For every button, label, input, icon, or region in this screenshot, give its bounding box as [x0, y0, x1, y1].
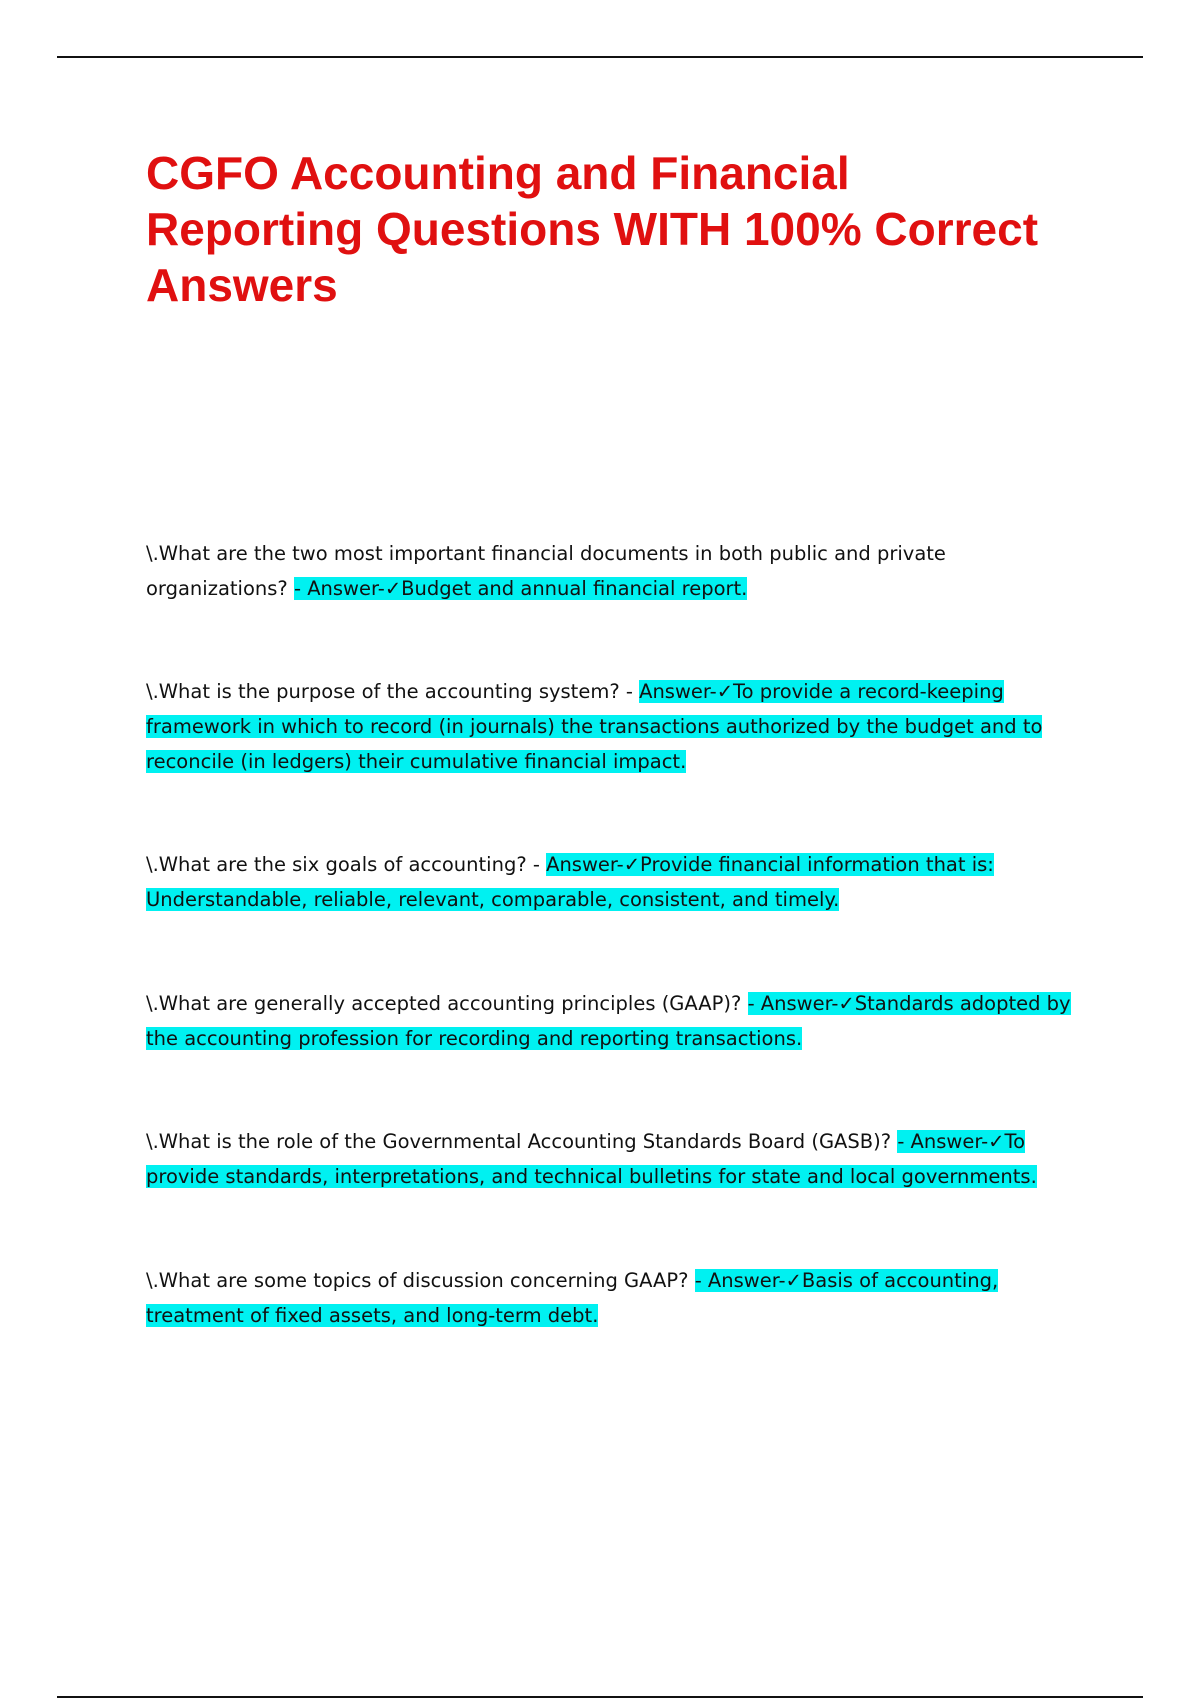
document-title: CGFO Accounting and Financial Reporting Questions WITH 100% Correct Answers — [146, 147, 1039, 311]
top-rule — [57, 56, 1143, 58]
answer-text: - Answer-✓Basis of accounting, treatment of fixed assets, and long-term debt. — [146, 1269, 999, 1327]
answer-text: Answer-✓Provide financial information that is: Understandable, reliable, relevant, comparable, consistent, and timely. — [146, 853, 994, 911]
qa-item — [146, 847, 1076, 917]
question-text: \.What are the six goals of accounting? - — [146, 853, 547, 876]
question-text: \.What are the two most important financial documents in both public and private organizations? — [146, 542, 946, 600]
question-text: \.What are generally accepted accounting principles (GAAP)? — [146, 992, 748, 1015]
question-text: \.What is the role of the Governmental Accounting Standards Board (GASB)? — [146, 1130, 898, 1153]
qa-item — [146, 986, 1076, 1056]
answer-text: - Answer-✓Standards adopted by the accounting profession for recording and reporting transactions. — [146, 992, 1071, 1050]
qa-item — [146, 1263, 1076, 1333]
answer-text: - Answer-✓Budget and annual financial report. — [293, 577, 748, 600]
qa-item — [146, 536, 1076, 606]
qa-item — [146, 674, 1076, 779]
qa-item — [146, 1124, 1076, 1194]
answer-text: - Answer-✓To provide standards, interpretations, and technical bulletins for state and local governments. — [146, 1130, 1037, 1188]
question-text: \.What is the purpose of the accounting system? - — [146, 680, 640, 703]
question-text: \.What are some topics of discussion concerning GAAP? — [146, 1269, 695, 1292]
bottom-rule — [57, 1696, 1143, 1698]
answer-text: Answer-✓To provide a record-keeping framework in which to record (in journals) the transactions authorized by the budget and to reconcile (in ledgers) their cumulative financial impact. — [146, 680, 1043, 773]
